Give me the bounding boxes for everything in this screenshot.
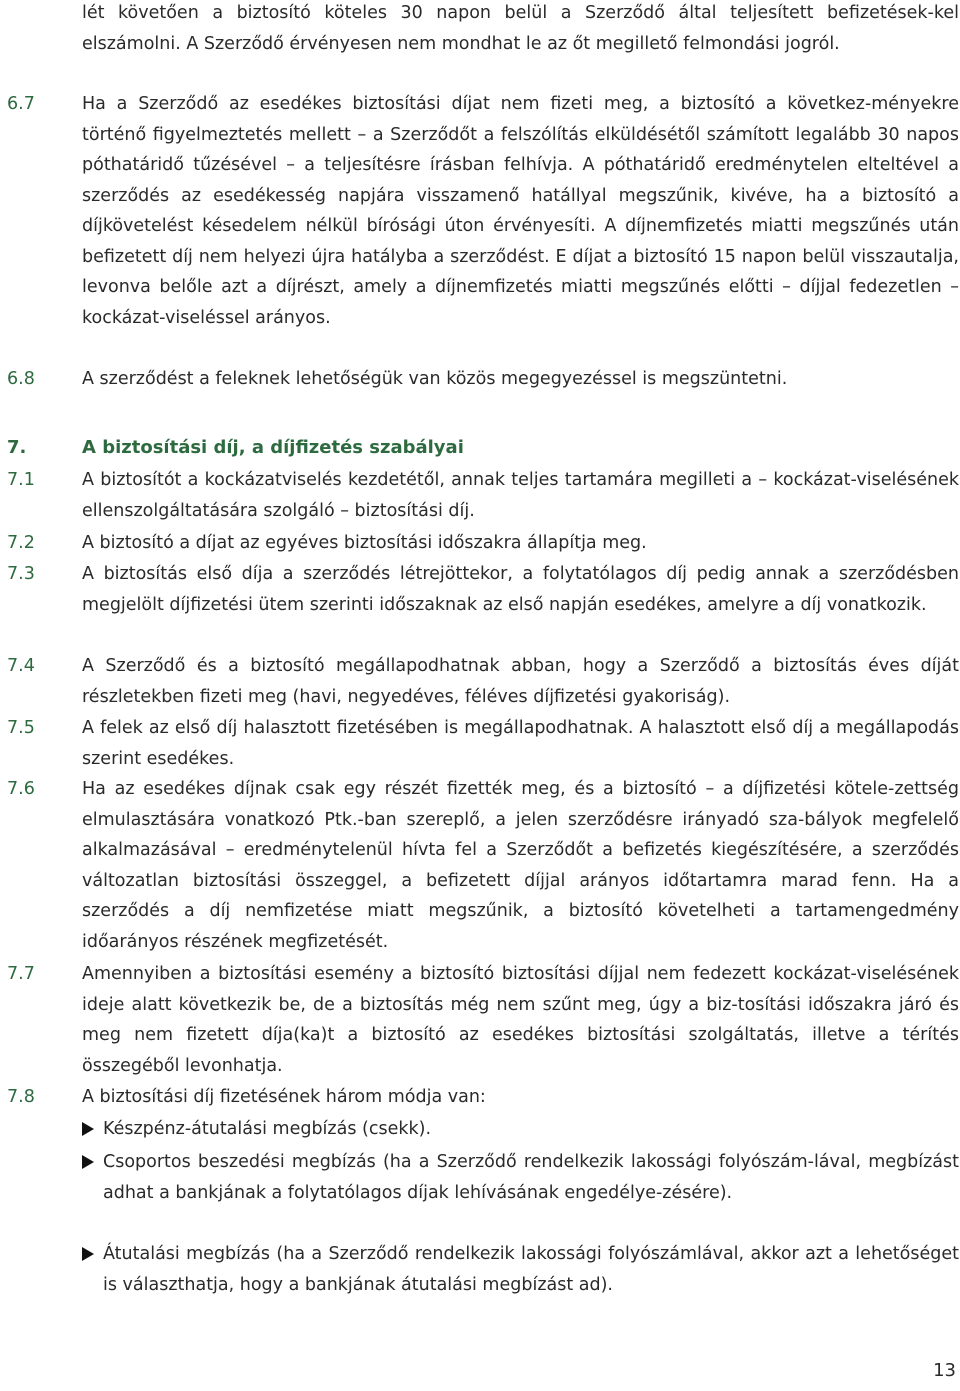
section-7-2-text: A biztosító a díjat az egyéves biztosítási időszakra állapítja meg. bbox=[82, 533, 647, 553]
section-number-7-5: 7.5 bbox=[7, 718, 35, 738]
section-number-7-3: 7.3 bbox=[7, 564, 35, 584]
section-7-1-text: A biztosítót a kockázatviselés kezdetétől, annak teljes tartamára megilleti a – kockázat-viselésének ellenszolgáltatására szolgáló – biztosítási díj. bbox=[82, 470, 959, 521]
section-7-6-text: Ha az esedékes díjnak csak egy részét fizették meg, és a biztosító – a díjfizetési kötele-zettség elmulasztására vonatkozó Ptk.-ban szereplő, a jelen szerződésre irányadó sza-bályok megfelelő alkalmazásával – eredménytelenül hívta fel a Szerződőt a befizetés kiegészítésére, a szerződés változatlan biztosítási összeggel, a befizetett díjjal arányos időtartamra marad fenn. Ha a szerződés a díj nemfizetése miatt megszűnik, a biztosító követelheti a tartamengedmény időarányos részének megfizetését. bbox=[82, 779, 959, 952]
triangle-right-icon bbox=[82, 1147, 102, 1177]
triangle-right-icon bbox=[82, 1239, 102, 1269]
bullet-item-1: Készpénz-átutalási megbízás (csekk). bbox=[103, 1119, 432, 1139]
section-number-6-8: 6.8 bbox=[7, 369, 35, 389]
section-number-7-2: 7.2 bbox=[7, 533, 35, 553]
section-7-5-text: A felek az első díj halasztott fizetésében is megállapodhatnak. A halasztott első díj a megállapodás szerint esedékes. bbox=[82, 718, 959, 769]
section-7-3-text: A biztosítás első díja a szerződés létrejöttekor, a folytatólagos díj pedig annak a szerződésben megjelölt díjfizetési ütem szerinti időszaknak az első napján esedékes, amelyre a díj vonatkozik. bbox=[82, 564, 959, 615]
intro-paragraph: lét követően a biztosító köteles 30 napon belül a Szerződő által teljesített befizetések-kel elszámolni. A Szerződő érvényesen nem mondhat le az őt megillető felmondási jogról. bbox=[82, 3, 959, 54]
section-number-7-8: 7.8 bbox=[7, 1087, 35, 1107]
section-number-6-7: 6.7 bbox=[7, 94, 35, 114]
section-number-7-6: 7.6 bbox=[7, 779, 35, 799]
section-number-7-7: 7.7 bbox=[7, 964, 35, 984]
section-6-8-text: A szerződést a feleknek lehetőségük van közös megegyezéssel is megszüntetni. bbox=[82, 369, 788, 389]
triangle-right-icon bbox=[82, 1114, 102, 1144]
chapter-title: A biztosítási díj, a díjfizetés szabályai bbox=[82, 437, 464, 458]
section-number-7-1: 7.1 bbox=[7, 470, 35, 490]
bullet-item-3: Átutalási megbízás (ha a Szerződő rendelkezik lakossági folyószámlával, akkor azt a lehetőséget is választhatja, hogy a bankjának átutalási megbízást ad). bbox=[103, 1244, 959, 1295]
section-6-7-text: Ha a Szerződő az esedékes biztosítási díjat nem fizeti meg, a biztosító a következ-ményekre történő figyelmeztetés mellett – a Szerződőt a felszólítás elküldésétől számított legalább 30 napos póthatáridő tűzésével – a teljesítésre írásban felhívja. A póthatáridő eredménytelen elteltével a szerződés az esedékesség napjára visszamenő hatállyal megszűnik, kivéve, ha a biztosító a díjkövetelést késedelem nélkül bírósági úton érvényesíti. A díjnemfizetés miatti megszűnés után befizetett díj nem helyezi újra hatályba a szerződést. E díjat a biztosító 15 napon belül visszautalja, levonva belőle azt a díjrészt, amely a díjnemfizetés miatti megszűnés előtti – díjjal fedezetlen – kockázat-viseléssel arányos. bbox=[82, 94, 959, 328]
section-7-7-text: Amennyiben a biztosítási esemény a biztosító biztosítási díjjal nem fedezett kockázat-viselésének ideje alatt következik be, de a biztosítás még nem szűnt meg, úgy a biz-tosítási időszakra járó és meg nem fizetett díja(ka)t a biztosító az esedékes biztosítási szolgáltatás, illetve a térítés összegéből levonhatja. bbox=[82, 964, 959, 1076]
section-7-4-text: A Szerződő és a biztosító megállapodhatnak abban, hogy a Szerződő a biztosítás éves díját részletekben fizeti meg (havi, negyedéves, féléves díjfizetési gyakoriság). bbox=[82, 656, 959, 707]
page-number: 13 bbox=[933, 1360, 956, 1381]
section-7-8-text: A biztosítási díj fizetésének három módja van: bbox=[82, 1087, 486, 1107]
section-number-7-4: 7.4 bbox=[7, 656, 35, 676]
chapter-number: 7. bbox=[7, 437, 27, 458]
bullet-item-2: Csoportos beszedési megbízás (ha a Szerződő rendelkezik lakossági folyószám-lával, megbízást adhat a bankjának a folytatólagos díjak lehívásának engedélye-zésére). bbox=[103, 1152, 959, 1203]
